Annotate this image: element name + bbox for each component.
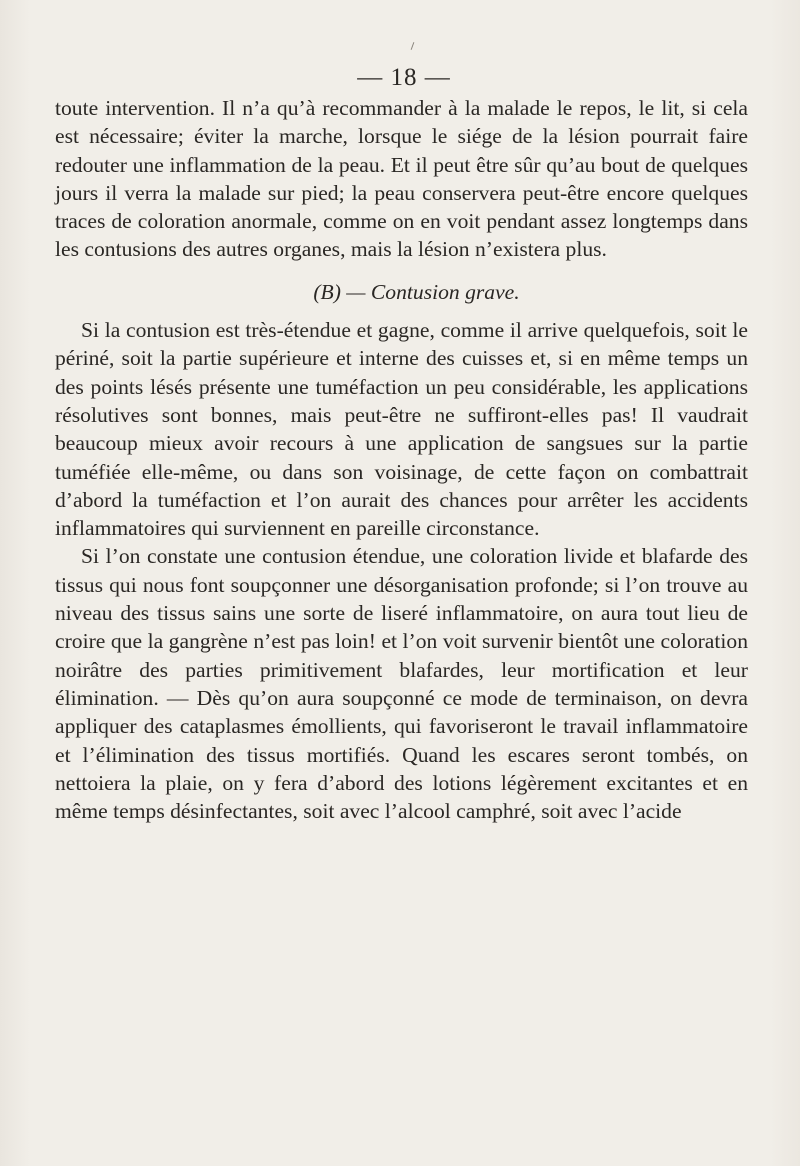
paragraph-1: toute intervention. Il n’a qu’à recommander à la malade le repos, le lit, si cela est nécessaire; éviter la marche, lorsque le siége de la lésion pourrait faire redouter une inflammation de la peau. Et il peut être sûr qu’au bout de quelques jours il verra la malade sur pied; la peau conservera peut-être encore quelques traces de coloration anormale, comme on en voit pendant assez longtemps dans les contusions des autres organes, mais la lésion n’existera plus. <box>55 96 748 262</box>
page-body <box>55 94 748 825</box>
paragraph-3: Si l’on constate une contusion étendue, une coloration livide et blafarde des tissus qui nous font soupçonner une désorganisation profonde; si l’on trouve au niveau des tissus sains une sorte de liseré inflammatoire, on aura tout lieu de croire que la gangrène n’est pas loin! et l’on voit survenir bientôt une coloration noirâtre des parties primitivement blafardes, leur mortification et leur élimination. — Dès qu’on aura soupçonné ce mode de terminaison, on devra appliquer des cataplasmes émollients, qui favoriseront le travail inflammatoire et l’élimination des tissus mortifiés. Quand les escares seront tombés, on nettoiera la plaie, on y fera d’abord des lotions légèrement excitantes et en même temps désinfectantes, soit avec l’alcool camphré, soit avec l’acide <box>55 544 748 824</box>
ink-mark <box>411 42 415 50</box>
section-heading: (B) — Contusion grave. <box>313 279 520 304</box>
page-number: — 18 — <box>357 64 451 91</box>
paragraph-2: Si la contusion est très-étendue et gagne, comme il arrive quelquefois, soit le périné, soit la partie supérieure et interne des cuisses et, si en même temps un des points lésés présente une tuméfaction un peu considérable, les applications résolutives sont bonnes, mais peut-être ne suffiront-elles pas! Il vaudrait beaucoup mieux avoir recours à une application de sangsues sur la partie tuméfiée elle-même, ou dans son voisinage, de cette façon on combattrait d’abord la tuméfaction et l’on aurait des chances pour arrêter les accidents inflammatoires qui surviennent en pareille circonstance. <box>55 318 748 541</box>
